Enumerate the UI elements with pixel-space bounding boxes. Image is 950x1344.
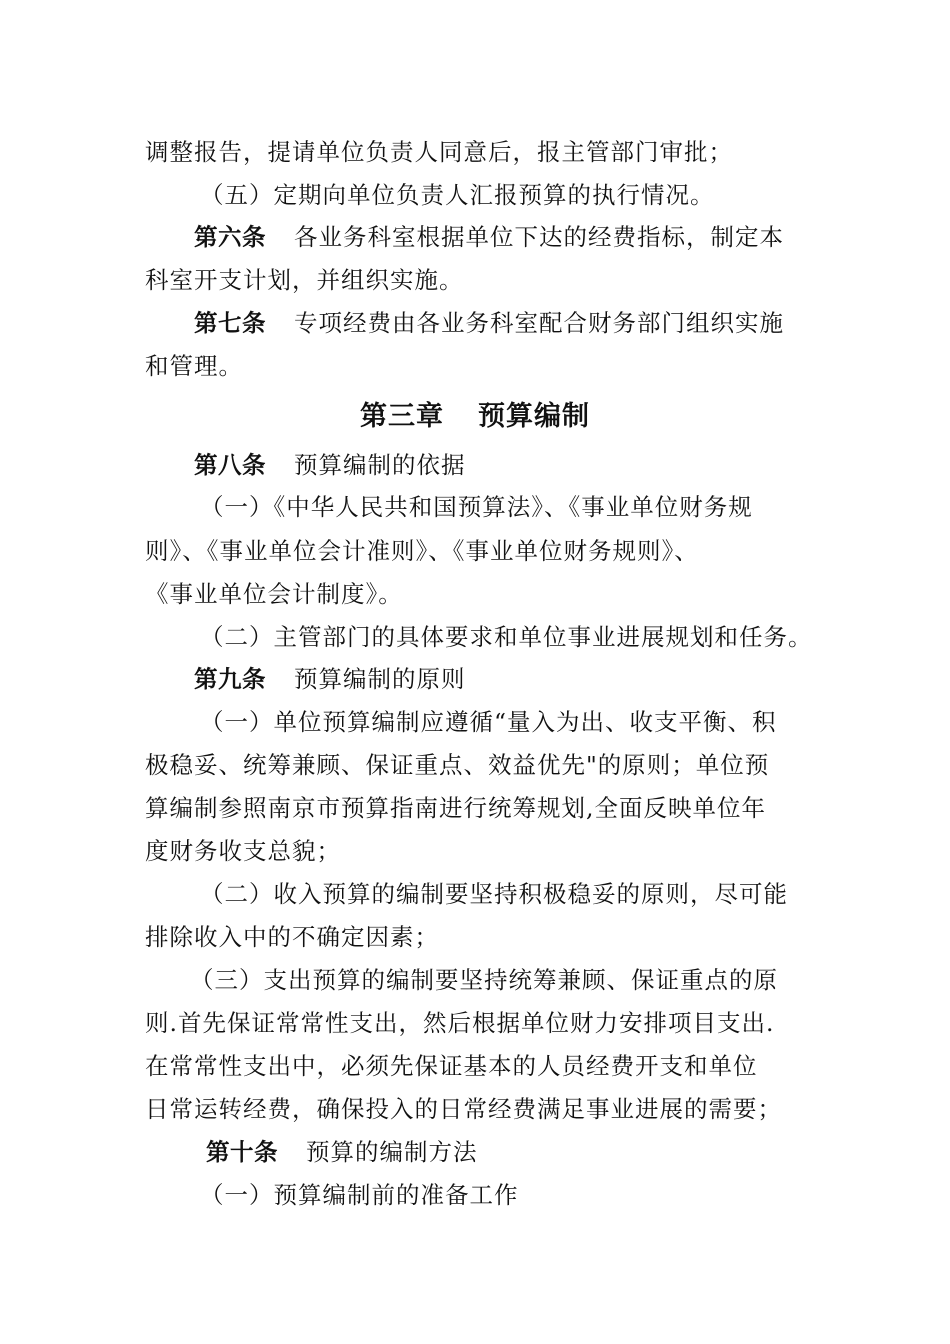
article-text: 预算编制的依据 (294, 451, 466, 479)
paragraph-line: 日常运转经费，确保投入的日常经费满足事业进展的需要； (145, 1095, 782, 1123)
article-text: 各业务科室根据单位下达的经费指标，制定本 (294, 223, 784, 251)
article-10-line (206, 1137, 478, 1167)
paragraph-line: （五）定期向单位负责人汇报预算的执行情况。 (200, 181, 715, 209)
article-heading: 第六条 (194, 223, 266, 251)
paragraph-line: （二）收入预算的编制要坚持积极稳妥的原则，尽可能 (200, 880, 788, 908)
article-text: 预算的编制方法 (306, 1138, 478, 1166)
article-8-line (194, 450, 466, 480)
paragraph-line: （二）主管部门的具体要求和单位事业进展规划和任务。 (200, 623, 813, 651)
article-7-line (194, 308, 784, 338)
paragraph-line: （一）单位预算编制应遵循“量入为出、收支平衡、积 (200, 708, 777, 736)
article-6-line (194, 222, 784, 252)
article-text: 专项经费由各业务科室配合财务部门组织实施 (294, 309, 784, 337)
article-text: 预算编制的原则 (294, 665, 466, 693)
chapter-heading (0, 400, 950, 434)
chapter-title: 预算编制 (478, 401, 590, 432)
paragraph-line: 科室开支计划，并组织实施。 (145, 266, 464, 294)
paragraph-line: 和管理。 (145, 352, 243, 380)
paragraph-line: 排除收入中的不确定因素； (145, 923, 439, 951)
paragraph-line: 度财务收支总貌； (145, 837, 341, 865)
paragraph-line: （三）支出预算的编制要坚持统筹兼顾、保证重点的原 (190, 966, 778, 994)
article-heading: 第七条 (194, 309, 266, 337)
paragraph-line: （一）《中华人民共和国预算法》、《事业单位财务规 (200, 493, 753, 521)
article-heading: 第九条 (194, 665, 266, 693)
paragraph-line: 算编制参照南京市预算指南进行统筹规划,全面反映单位年 (145, 794, 766, 822)
paragraph-line: 则》、《事业单位会计准则》、《事业单位财务规则》、 (145, 537, 699, 565)
paragraph-line: （一）预算编制前的准备工作 (200, 1181, 519, 1209)
article-heading: 第十条 (206, 1138, 278, 1166)
paragraph-line: 则.首先保证常常性支出，然后根据单位财力安排项目支出. (145, 1009, 775, 1037)
article-heading: 第八条 (194, 451, 266, 479)
paragraph-line: 在常常性支出中，必须先保证基本的人员经费开支和单位 (145, 1052, 758, 1080)
article-9-line (194, 664, 466, 694)
paragraph-line: 极稳妥、统筹兼顾、保证重点、效益优先"的原则；单位预 (145, 751, 770, 779)
chapter-number: 第三章 (360, 401, 444, 432)
paragraph-line: 《事业单位会计制度》。 (145, 580, 403, 608)
paragraph-line: 调整报告，提请单位负责人同意后，报主管部门审批； (145, 138, 733, 166)
